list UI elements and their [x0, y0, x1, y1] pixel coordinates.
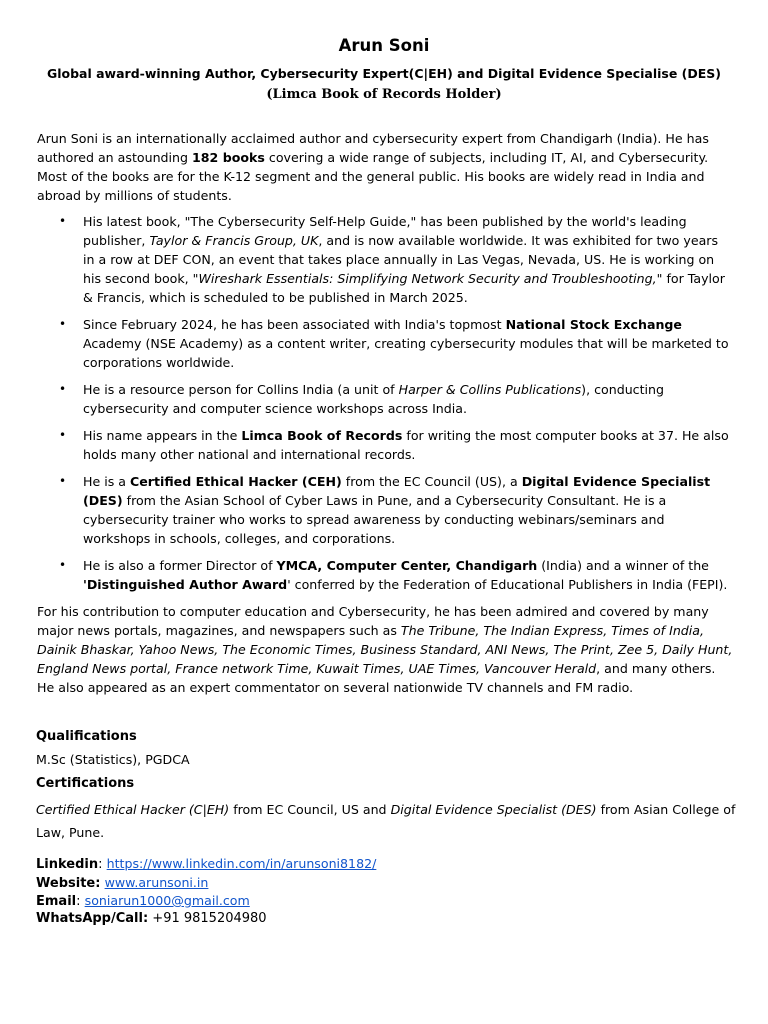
website-label: Website: — [36, 876, 101, 891]
phone-line — [36, 911, 267, 926]
email-label: Email — [36, 894, 77, 909]
author-name: Arun Soni — [338, 36, 430, 55]
books-count: 182 books — [192, 150, 265, 165]
phone-number: +91 9815204980 — [148, 911, 267, 926]
limca-holder-line: (Limca Book of Records Holder) — [266, 87, 502, 102]
linkedin-link[interactable]: https://www.linkedin.com/in/arunsoni8182/ — [106, 856, 377, 871]
email-line: Email: soniarun1000@gmail.com — [36, 893, 250, 909]
list-item: • He is a resource person for Collins India (a unit of Harper & Collins Publications), conducting cybersecurity and computer science workshops across India. — [59, 382, 665, 416]
list-item: • He is also a former Director of YMCA, Computer Center, Chandigarh (India) and a winner of the 'Distinguished Author Award' conferred by the Federation of Educational Publishers in India (FEPI). — [59, 558, 728, 592]
bullet-icon: • — [59, 474, 67, 488]
author-subtitle: Global award-winning Author, Cybersecurity Expert(C|EH) and Digital Evidence Specialise (DES) — [46, 66, 722, 81]
qualifications-heading: Qualifications — [36, 729, 137, 744]
list-item: • Since February 2024, he has been associated with India's topmost National Stock Exchange Academy (NSE Academy) as a content writer, creating cybersecurity modules that will be marketed to corporations worldwide. — [59, 317, 729, 370]
website-line — [36, 875, 208, 891]
achievements-list — [0, 212, 768, 602]
certifications-heading: Certifications — [36, 776, 135, 791]
list-item: • His name appears in the Limca Book of Records for writing the most computer books at 37. He also holds many other national and international records. — [59, 428, 729, 462]
phone-label: WhatsApp/Call: — [36, 911, 149, 926]
email-link[interactable]: soniarun1000@gmail.com — [84, 893, 250, 908]
linkedin-line: Linkedin: https://www.linkedin.com/in/arunsoni8182/ — [36, 856, 377, 872]
qualifications-value: M.Sc (Statistics), PGDCA — [36, 752, 190, 767]
bullet-icon: • — [59, 317, 67, 331]
list-item: • His latest book, "The Cybersecurity Self-Help Guide," has been published by the world's leading publisher, Taylor & Francis Group, UK, and is now available worldwide. It was exhibited for two years in a row at DEF CON, an event that takes place annually in Las Vegas, Nevada, US. He is working on his second book, "Wireshark Essentials: Simplifying Network Security and Troubleshooting," for Taylor & Francis, which is scheduled to be published in March 2025. — [59, 214, 725, 305]
bullet-icon: • — [59, 558, 67, 572]
certifications-value: Certified Ethical Hacker (C|EH) from EC Council, US and Digital Evidence Specialist (DES) from Asian College of Law, Pune. — [36, 802, 736, 840]
media-coverage-paragraph: For his contribution to computer education and Cybersecurity, he has been admired and covered by many major news portals, magazines, and newspapers such as The Tribune, The Indian Express, Times of India, Dainik Bhaskar, Yahoo News, The Economic Times, Business Standard, ANI News, The Print, Zee 5, Daily Hunt, England News portal, France network Time, Kuwait Times, UAE Times, Vancouver Herald, and many others. He also appeared as an expert commentator on several nationwide TV channels and FM radio. — [37, 604, 733, 695]
list-item: • He is a Certified Ethical Hacker (CEH) from the EC Council (US), a Digital Evidence Specialist (DES) from the Asian School of Cyber Laws in Pune, and a Cybersecurity Consultant. He is a cybersecurity trainer who works to spread awareness by conducting webinars/seminars and workshops in schools, colleges, and corporations. — [59, 474, 711, 546]
bullet-icon: • — [59, 214, 67, 228]
intro-paragraph: Arun Soni is an internationally acclaimed author and cybersecurity expert from Chandigarh (India). He has authored an astounding 182 books covering a wide range of subjects, including IT, AI, and Cybersecurity. Most of the books are for the K-12 segment and the general public. His books are widely read in India and abroad by millions of students. — [37, 131, 709, 203]
linkedin-label: Linkedin — [36, 857, 99, 872]
bullet-icon: • — [59, 428, 67, 442]
bullet-icon: • — [59, 382, 67, 396]
website-link[interactable]: www.arunsoni.in — [104, 875, 209, 890]
